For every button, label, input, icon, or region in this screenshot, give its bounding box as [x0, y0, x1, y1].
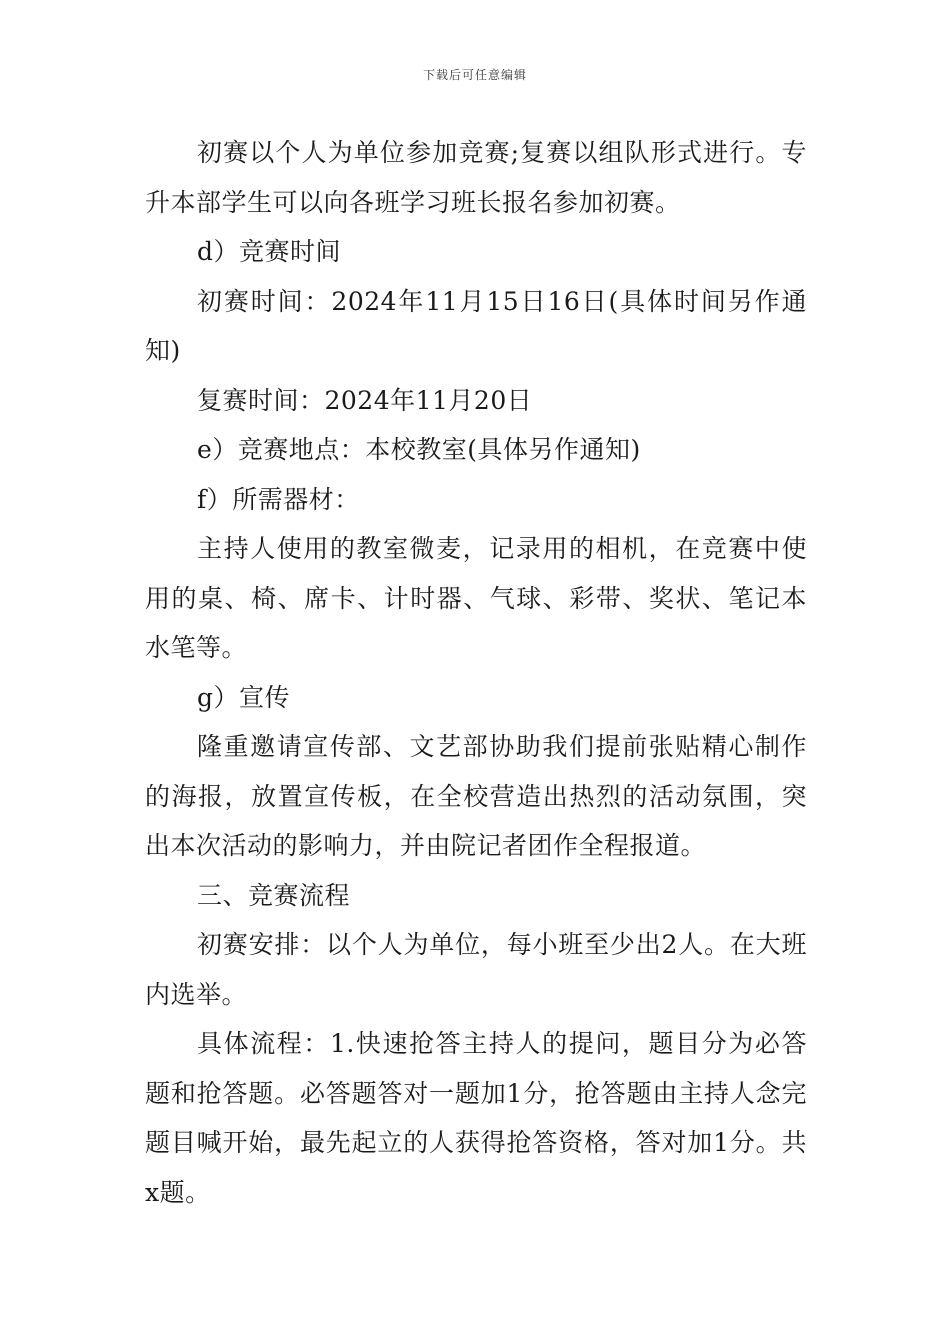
paragraph-publicity-heading: g）宣传	[197, 682, 291, 712]
paragraph-publicity-detail: 隆重邀请宣传部、文艺部协助我们提前张贴精心制作的海报，放置宣传板，在全校营造出热烈的活动氛围，突出本次活动的影响力，并由院记者团作全程报道。	[145, 732, 807, 860]
paragraph-equipment-heading: f）所需器材：	[197, 484, 360, 514]
paragraph-equipment-list: 主持人使用的教室微麦，记录用的相机，在竞赛中使用的桌、椅、席卡、计时器、气球、彩带、奖状、笔记本水笔等。	[145, 534, 807, 662]
paragraph-venue: e）竞赛地点：本校教室(具体另作通知)	[197, 435, 641, 464]
paragraph-registration: 初赛以个人为单位参加竞赛;复赛以组队形式进行。专升本部学生可以向各班学习班长报名参加初赛。	[145, 138, 807, 217]
paragraph-final-time: 复赛时间：2024年11月20日	[197, 385, 533, 415]
document-body	[145, 128, 807, 1217]
header-note: 下载后可任意编辑	[422, 68, 527, 82]
paragraph-competition-time-heading: d）竞赛时间	[197, 237, 342, 266]
paragraph-preliminary-time: 初赛时间：2024年11月15日16日(具体时间另作通知)	[145, 286, 807, 365]
paragraph-preliminary-arrangement: 初赛安排：以个人为单位，每小班至少出2人。在大班内选举。	[145, 930, 807, 1009]
paragraph-specific-process: 具体流程：1.快速抢答主持人的提问，题目分为必答题和抢答题。必答题答对一题加1分，抢答题由主持人念完题目喊开始，最先起立的人获得抢答资格，答对加1分。共x题。	[145, 1029, 807, 1207]
paragraph-process-heading: 三、竞赛流程	[197, 880, 351, 910]
